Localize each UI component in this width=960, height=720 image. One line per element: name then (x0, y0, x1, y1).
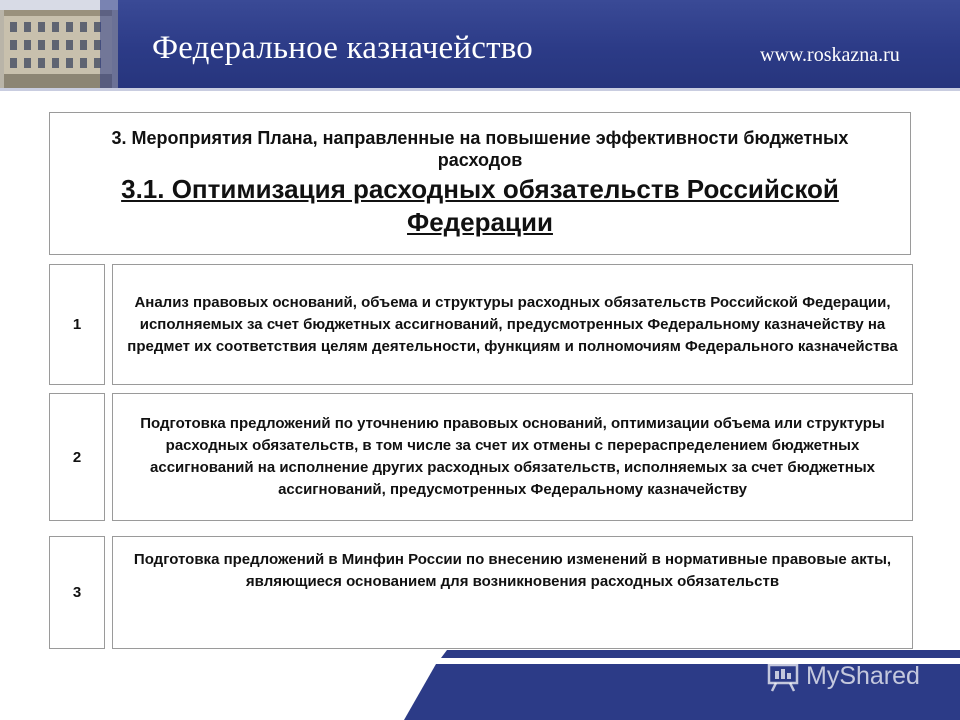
presentation-board-icon (766, 659, 800, 693)
item-number-3: 3 (49, 536, 105, 649)
item-text-3: Подготовка предложений в Минфин России по внесению изменений в нормативные правовые акты, являющиеся основанием для возникновения расходных обязательств (112, 536, 913, 649)
header-divider (0, 88, 960, 91)
item-text-2: Подготовка предложений по уточнению правовых оснований, оптимизации объема или структуры расходных обязательств, в том числе за счет их отмены с перераспределением бюджетных ассигнований на исполнение других расходных обязательств, исполняемых за счет бюджетных ассигнований, предусмотренных Федеральному казначейству (112, 393, 913, 521)
title-box (49, 112, 911, 255)
section-subtitle: 3. Мероприятия Плана, направленные на повышение эффективности бюджетных расходов (111, 128, 849, 170)
treasury-building-image (0, 0, 118, 88)
watermark (766, 656, 920, 696)
item-number-2: 2 (49, 393, 105, 521)
brand-title: Федеральное казначейство (152, 30, 533, 66)
site-url[interactable]: www.roskazna.ru (760, 44, 900, 66)
section-heading: 3.1. Оптимизация расходных обязательств Российской Федерации (121, 174, 839, 237)
header-banner (0, 0, 960, 88)
item-number-1: 1 (49, 264, 105, 385)
watermark-text: MyShared (806, 661, 920, 690)
item-text-1: Анализ правовых оснований, объема и структуры расходных обязательств Российской Федерации, исполняемых за счет бюджетных ассигнований, предусмотренных Федеральному казначейству на предмет их соответствия целям деятельности, функциям и полномочиям Федерального казначейства (112, 264, 913, 385)
